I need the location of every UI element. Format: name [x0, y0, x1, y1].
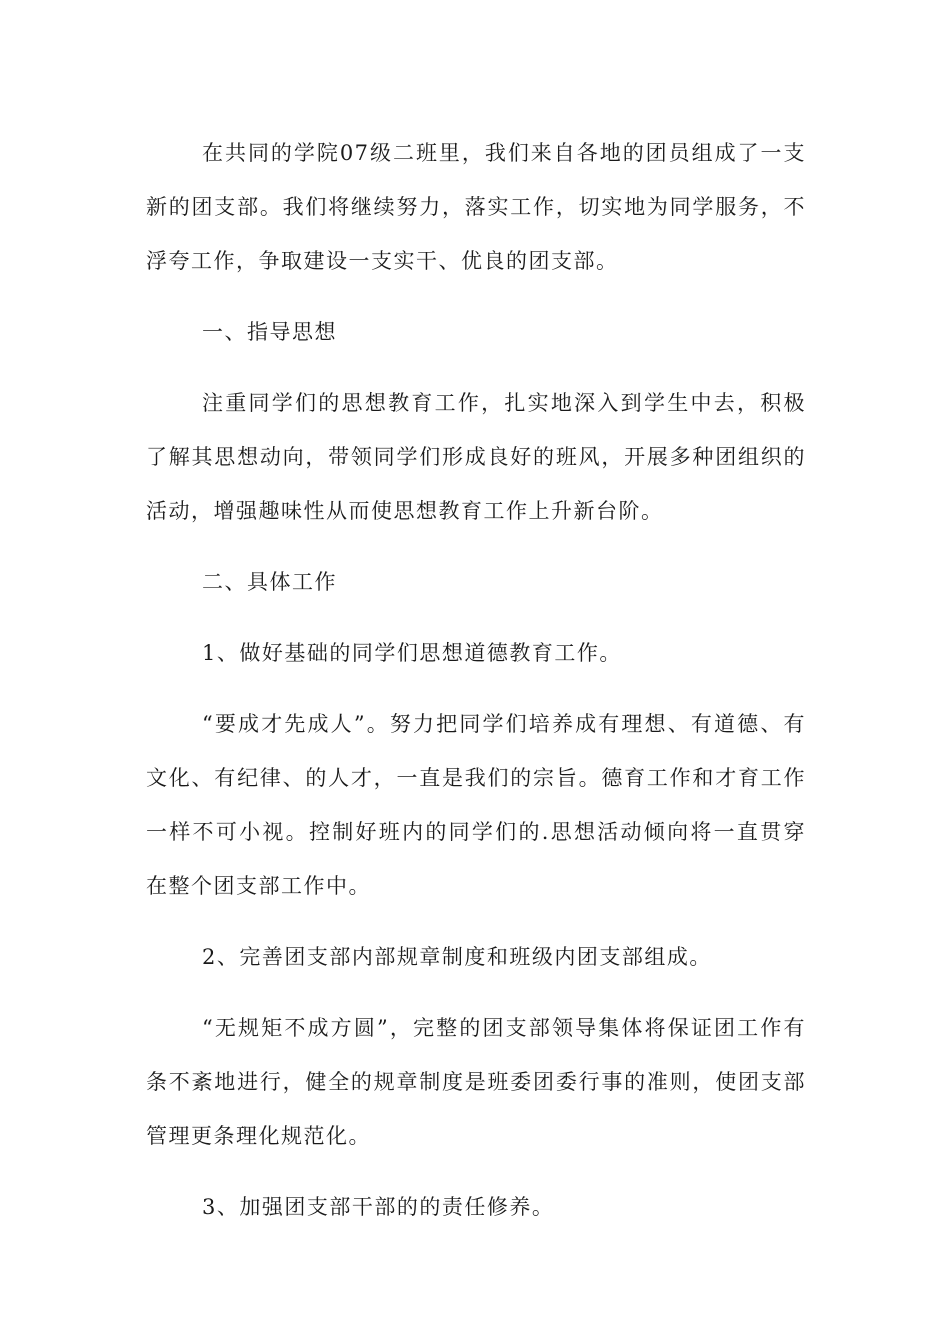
guiding-thought-paragraph: 注重同学们的思想教育工作，扎实地深入到学生中去，积极了解其思想动向，带领同学们形成良好的班风，开展多种团组织的活动，增强趣味性从而使思想教育工作上升新台阶。	[146, 391, 806, 523]
intro-paragraph: 在共同的学院07级二班里，我们来自各地的团员组成了一支新的团支部。我们将继续努力，落实工作，切实地为同学服务，不浮夸工作，争取建设一支实干、优良的团支部。	[146, 141, 806, 273]
section-heading-guiding-thought: 一、指导思想	[202, 320, 337, 344]
document-body	[146, 126, 806, 1251]
rules-system-paragraph: “无规矩不成方圆”，完整的团支部领导集体将保证团工作有条不紊地进行，健全的规章制度是班委团委行事的准则，使团支部管理更条理化规范化。	[146, 1016, 806, 1148]
subheading-rules-system: 2、完善团支部内部规章制度和班级内团支部组成。	[202, 945, 712, 969]
section-heading-specific-work: 二、具体工作	[202, 570, 337, 594]
subheading-moral-education: 1、做好基础的同学们思想道德教育工作。	[202, 641, 622, 665]
moral-education-paragraph: “要成才先成人”。努力把同学们培养成有理想、有道德、有文化、有纪律、的人才，一直是我们的宗旨。德育工作和才育工作一样不可小视。控制好班内的同学们的.思想活动倾向将一直贯穿在整个团支部工作中。	[146, 712, 806, 898]
subheading-cadre-responsibility: 3、加强团支部干部的的责任修养。	[202, 1195, 555, 1219]
